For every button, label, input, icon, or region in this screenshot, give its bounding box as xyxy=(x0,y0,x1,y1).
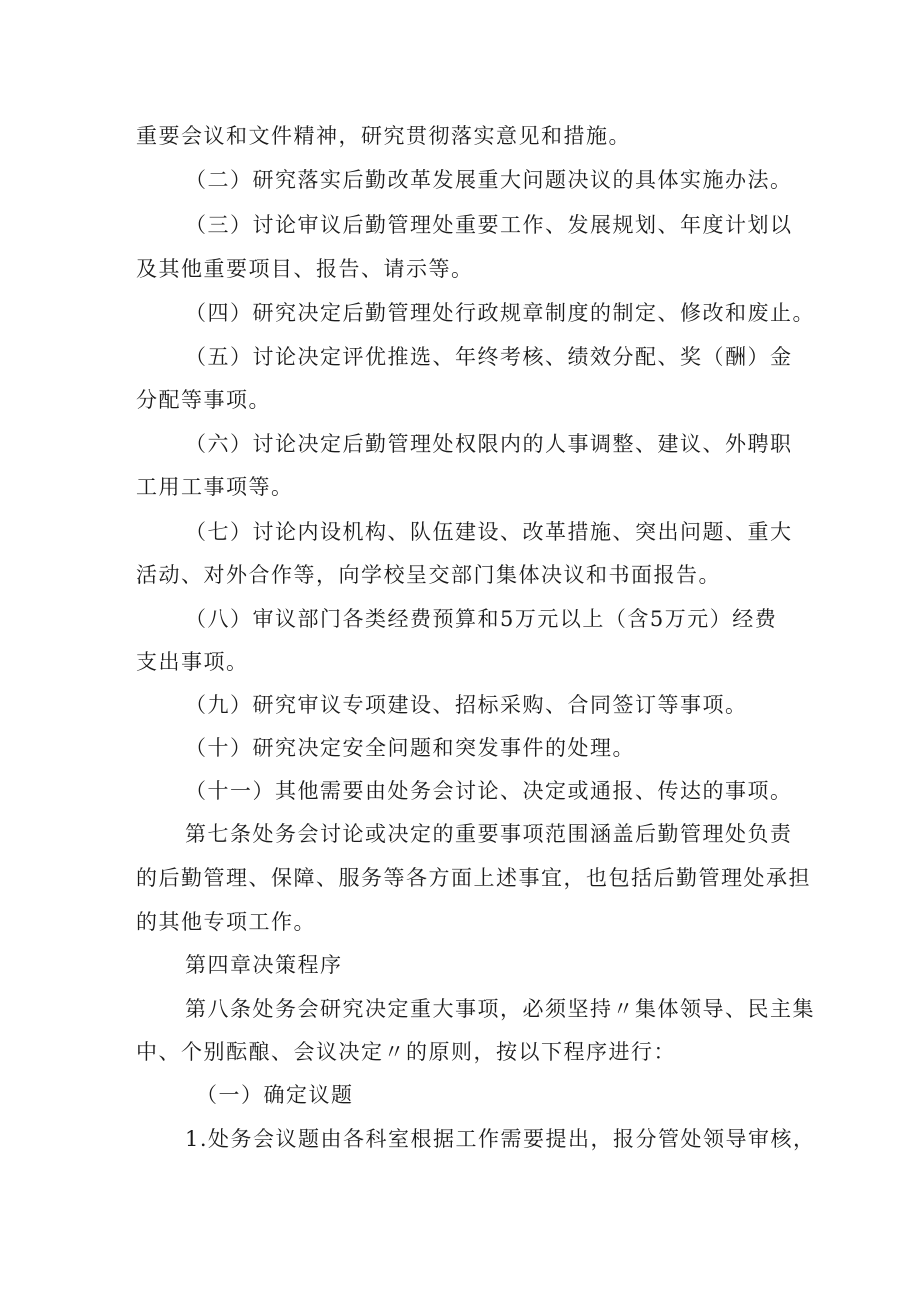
section-heading: （一）确定议题 xyxy=(196,1083,354,1107)
text-line: （七）讨论内设机构、队伍建设、改革措施、突出问题、重大 xyxy=(185,520,793,544)
text-line: 的后勤管理、保障、服务等各方面上述事宜，也包括后勤管理处承担 xyxy=(136,866,811,890)
text-line: 活动、对外合作等，向学校呈交部门集体决议和书面报告。 xyxy=(136,563,721,587)
text-line: （十一）其他需要由处务会讨论、决定或通报、传达的事项。 xyxy=(185,779,793,803)
text-line: （二）研究落实后勤改革发展重大问题决议的具体实施办法。 xyxy=(185,168,793,192)
text-line: （四）研究决定后勤管理处行政规章制度的制定、修改和废止。 xyxy=(185,301,815,325)
text-line: 第七条处务会讨论或决定的重要事项范围涵盖后勤管理处负责 xyxy=(185,822,793,846)
text-line: 支出事项。 xyxy=(136,650,249,674)
text-line: （九）研究审议专项建设、招标采购、合同签订等事项。 xyxy=(185,693,748,717)
text-line: 1.处务会议题由各科室根据工作需要提出，报分管处领导审核， xyxy=(185,1127,816,1151)
text-line: （五）讨论决定评优推选、年终考核、绩效分配、奖（酬）金 xyxy=(185,345,793,369)
text-line: 重要会议和文件精神，研究贯彻落实意见和措施。 xyxy=(136,124,631,148)
text-line: 中、个别酝酿、会议决定〃的原则，按以下程序进行： xyxy=(136,1040,676,1064)
text-line: 及其他重要项目、报告、请示等。 xyxy=(136,257,474,281)
text-line: （三）讨论审议后勤管理处重要工作、发展规划、年度计划以 xyxy=(185,213,793,237)
text-line: （六）讨论决定后勤管理处权限内的人事调整、建议、外聘职 xyxy=(185,432,793,456)
chapter-heading: 第四章决策程序 xyxy=(185,953,343,977)
text-line: （八）审议部门各类经费预算和5万元以上（含5万元）经费 xyxy=(185,607,778,631)
text-line: 工用工事项等。 xyxy=(136,475,294,499)
text-line: 的其他专项工作。 xyxy=(136,910,316,934)
text-line: （十）研究决定安全问题和突发事件的处理。 xyxy=(185,736,635,760)
text-line: 分配等事项。 xyxy=(136,388,271,412)
text-line: 第八条处务会研究决定重大事项，必须坚持〃集体领导、民主集 xyxy=(185,997,815,1021)
